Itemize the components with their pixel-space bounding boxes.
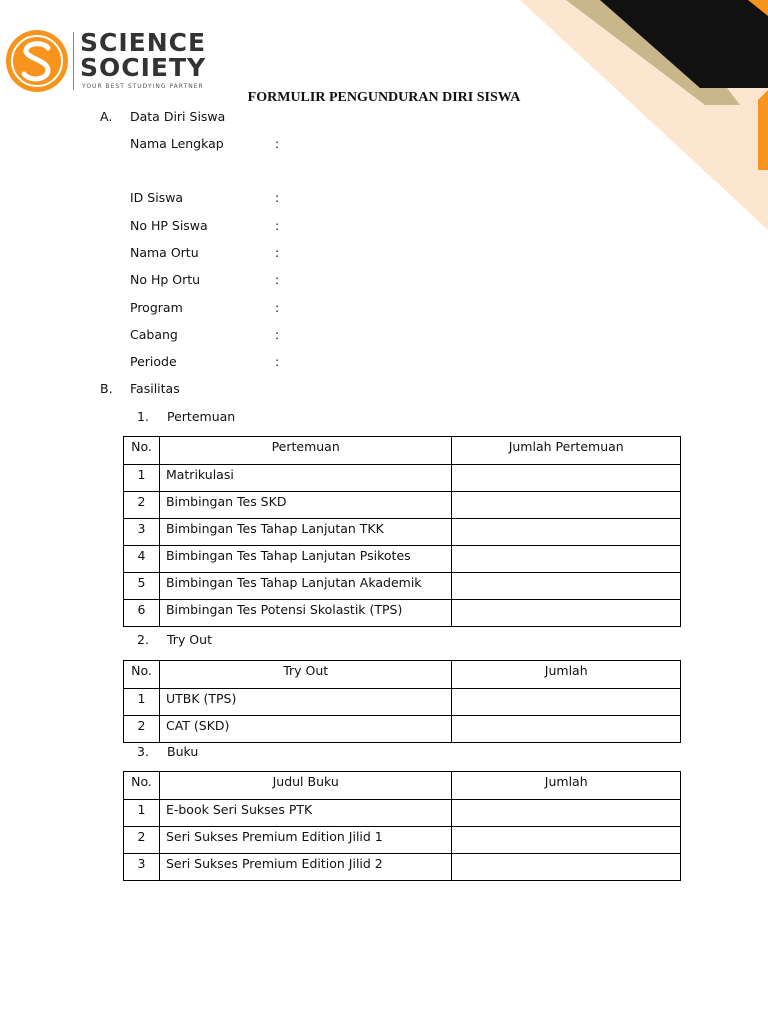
table-row bbox=[124, 716, 681, 743]
row-number: 3 bbox=[124, 519, 160, 546]
column-header-jumlah: Jumlah bbox=[452, 772, 681, 800]
row-number: 1 bbox=[124, 800, 160, 827]
column-header-judul-buku: Judul Buku bbox=[159, 772, 451, 800]
science-society-logo-icon bbox=[4, 28, 70, 94]
row-name: E-book Seri Sukses PTK bbox=[159, 800, 451, 827]
row-quantity-field[interactable] bbox=[452, 573, 681, 600]
form-title: FORMULIR PENGUNDURAN DIRI SISWA bbox=[247, 90, 521, 105]
field-sep: : bbox=[275, 327, 280, 342]
row-name: UTBK (TPS) bbox=[159, 689, 451, 716]
row-name: Bimbingan Tes Tahap Lanjutan TKK bbox=[159, 519, 451, 546]
table-header-row bbox=[124, 661, 681, 689]
row-quantity-field[interactable] bbox=[452, 492, 681, 519]
field-label-nama-ortu: Nama Ortu bbox=[130, 245, 199, 260]
row-quantity-field[interactable] bbox=[452, 716, 681, 743]
table-row bbox=[124, 827, 681, 854]
row-quantity-field[interactable] bbox=[452, 546, 681, 573]
field-label-program: Program bbox=[130, 300, 183, 315]
row-name: Bimbingan Tes Potensi Skolastik (TPS) bbox=[159, 600, 451, 627]
table-row bbox=[124, 600, 681, 627]
table-header-row bbox=[124, 437, 681, 465]
column-header-jumlah-pertemuan: Jumlah Pertemuan bbox=[452, 437, 681, 465]
field-sep: : bbox=[275, 218, 280, 233]
field-sep: : bbox=[275, 190, 280, 205]
section-b-marker: B. bbox=[100, 381, 113, 396]
column-header-jumlah: Jumlah bbox=[452, 661, 681, 689]
field-label-id-siswa: ID Siswa bbox=[130, 190, 184, 205]
sub3-heading: Buku bbox=[167, 744, 199, 759]
field-label-cabang: Cabang bbox=[130, 327, 178, 342]
table-row bbox=[124, 546, 681, 573]
sub1-number: 1. bbox=[137, 409, 149, 424]
sub3-number: 3. bbox=[137, 744, 149, 759]
column-header-try-out: Try Out bbox=[159, 661, 451, 689]
brand-tagline: YOUR BEST STUDYING PARTNER bbox=[82, 83, 204, 90]
sub2-heading: Try Out bbox=[167, 632, 212, 647]
column-header-no: No. bbox=[124, 661, 160, 689]
section-a-heading: Data Diri Siswa bbox=[130, 109, 226, 124]
row-quantity-field[interactable] bbox=[452, 800, 681, 827]
table-row bbox=[124, 492, 681, 519]
row-name: Seri Sukses Premium Edition Jilid 1 bbox=[159, 827, 451, 854]
table-row bbox=[124, 800, 681, 827]
row-quantity-field[interactable] bbox=[452, 854, 681, 881]
pertemuan-table bbox=[123, 436, 681, 627]
row-quantity-field[interactable] bbox=[452, 519, 681, 546]
sub1-heading: Pertemuan bbox=[167, 409, 236, 424]
row-quantity-field[interactable] bbox=[452, 465, 681, 492]
row-number: 2 bbox=[124, 827, 160, 854]
row-name: Bimbingan Tes SKD bbox=[159, 492, 451, 519]
row-name: Bimbingan Tes Tahap Lanjutan Psikotes bbox=[159, 546, 451, 573]
field-label-nama-lengkap: Nama Lengkap bbox=[130, 136, 224, 151]
row-name: Matrikulasi bbox=[159, 465, 451, 492]
row-name: CAT (SKD) bbox=[159, 716, 451, 743]
field-label-periode: Periode bbox=[130, 354, 177, 369]
row-name: Seri Sukses Premium Edition Jilid 2 bbox=[159, 854, 451, 881]
row-number: 6 bbox=[124, 600, 160, 627]
row-number: 4 bbox=[124, 546, 160, 573]
row-number: 1 bbox=[124, 465, 160, 492]
field-sep: : bbox=[275, 354, 280, 369]
brand-name: SCIENCE SOCIETY bbox=[80, 28, 207, 82]
row-number: 5 bbox=[124, 573, 160, 600]
column-header-no: No. bbox=[124, 772, 160, 800]
buku-table bbox=[123, 771, 681, 881]
row-quantity-field[interactable] bbox=[452, 600, 681, 627]
row-number: 3 bbox=[124, 854, 160, 881]
table-row bbox=[124, 573, 681, 600]
row-quantity-field[interactable] bbox=[452, 827, 681, 854]
section-b-heading: Fasilitas bbox=[130, 381, 180, 396]
table-row bbox=[124, 465, 681, 492]
column-header-pertemuan: Pertemuan bbox=[159, 437, 451, 465]
row-number: 2 bbox=[124, 716, 160, 743]
try-out-table bbox=[123, 660, 681, 743]
field-sep: : bbox=[275, 272, 280, 287]
table-row bbox=[124, 689, 681, 716]
table-header-row bbox=[124, 772, 681, 800]
section-a-marker: A. bbox=[100, 109, 113, 124]
field-label-no-hp-siswa: No HP Siswa bbox=[130, 218, 208, 233]
sub2-number: 2. bbox=[137, 632, 149, 647]
row-name: Bimbingan Tes Tahap Lanjutan Akademik bbox=[159, 573, 451, 600]
row-number: 1 bbox=[124, 689, 160, 716]
row-quantity-field[interactable] bbox=[452, 689, 681, 716]
field-sep: : bbox=[275, 300, 280, 315]
table-row bbox=[124, 854, 681, 881]
column-header-no: No. bbox=[124, 437, 160, 465]
row-number: 2 bbox=[124, 492, 160, 519]
field-label-no-hp-ortu: No Hp Ortu bbox=[130, 272, 201, 287]
field-sep: : bbox=[275, 245, 280, 260]
table-row bbox=[124, 519, 681, 546]
field-sep: : bbox=[275, 136, 280, 151]
logo-divider bbox=[73, 32, 74, 90]
